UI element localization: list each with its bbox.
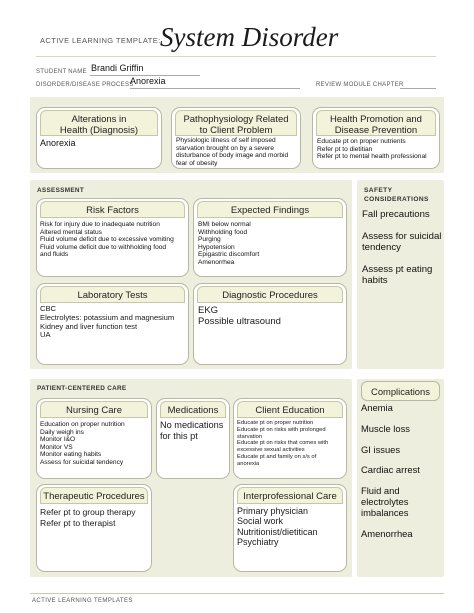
medications-text: for this pt <box>160 431 198 441</box>
complication-text: electrolytes <box>361 495 409 507</box>
health-promotion-box <box>312 107 440 169</box>
footer-rule <box>30 593 444 594</box>
complication-text: Muscle loss <box>361 422 410 434</box>
health-promotion-tab <box>316 110 436 136</box>
nursing-care-text: Education on proper nutrition <box>40 421 125 428</box>
expected-finding-text: BMI below normal <box>198 221 251 228</box>
risk-factor-text: Risk for injury due to inadequate nutrition <box>40 221 160 228</box>
therapeutic-procedures-title: Therapeutic Procedures <box>43 491 145 502</box>
diagnostic-procedures-title: Diagnostic Procedures <box>222 290 318 301</box>
safety-item-text: tendency <box>362 242 401 253</box>
client-education-text: Educate pt on proper nutrition <box>237 420 314 426</box>
client-education-box <box>233 398 347 479</box>
nursing-care-text: Monitor I&O <box>40 436 76 444</box>
therapeutic-procedures-tab <box>40 487 148 504</box>
diagnostic-procedures-tab <box>197 286 343 303</box>
footer-text: ACTIVE LEARNING TEMPLATES <box>32 598 133 604</box>
interprofessional-care-text: Primary physician <box>237 506 309 516</box>
health-promotion-title-line: Health Promotion and <box>330 114 422 125</box>
safety-item-text: Assess for suicidal <box>362 230 442 242</box>
safety-item-text: Fall precautions <box>362 209 430 220</box>
complications-list <box>361 403 420 539</box>
safety-list <box>362 209 441 287</box>
diagnostic-procedure-text: EKG <box>198 305 219 316</box>
client-education-text: anorexia <box>237 460 260 467</box>
risk-factor-text: Fluid volume deficit due to withholding food <box>40 243 167 251</box>
complication-text: Anemia <box>361 402 393 413</box>
interprofessional-care-text: Social work <box>237 516 284 527</box>
therapeutic-procedures-content <box>40 507 136 528</box>
lab-test-text: Electrolytes: potassium and magnesium <box>40 312 175 322</box>
header-rule <box>36 56 436 57</box>
expected-finding-text: Amenorrhea <box>198 258 235 266</box>
complication-item <box>361 486 420 518</box>
interprofessional-care-text: Nutritionist/dietitican <box>237 526 318 537</box>
interprofessional-care-text: Psychiatry <box>237 537 279 548</box>
diagnosis-tab <box>40 110 158 136</box>
disorder-value[interactable]: Anorexia <box>130 76 166 86</box>
nursing-care-text: Daily weigh ins <box>40 428 84 436</box>
risk-factor-text: and fluids <box>40 251 69 259</box>
laboratory-tests-box <box>36 283 189 365</box>
pathophysiology-tab <box>175 110 297 136</box>
medications-title: Medications <box>167 405 219 416</box>
review-module-underline <box>400 88 436 89</box>
safety-item <box>362 264 441 287</box>
risk-factor-text: Altered mental status <box>40 228 102 236</box>
medications-box <box>156 398 230 479</box>
assessment-label: ASSESSMENT <box>37 187 85 194</box>
complication-item <box>361 465 420 476</box>
nursing-care-text: Monitor VS <box>40 443 73 451</box>
safety-item-text: Assess pt eating <box>362 263 433 275</box>
laboratory-tests-tab <box>40 286 185 303</box>
therapeutic-procedure-text: Refer pt to therapist <box>40 517 116 528</box>
safety-title <box>364 186 429 204</box>
nursing-care-text: Monitor eating habits <box>40 451 102 459</box>
template-label: ACTIVE LEARNING TEMPLATE: <box>40 36 161 45</box>
client-education-title: Client Education <box>255 405 325 416</box>
nursing-care-tab <box>40 401 148 418</box>
client-education-text: starvation <box>237 433 263 440</box>
disorder-underline <box>130 88 300 89</box>
complication-text: GI issues <box>361 443 401 455</box>
diagnosis-title-line: Health (Diagnosis) <box>59 125 139 136</box>
risk-factor-text: Fluid volume deficit due to excessive vomiting <box>40 236 174 244</box>
expected-findings-title: Expected Findings <box>230 205 310 216</box>
pathophysiology-title-line: to Client Problem <box>199 125 273 136</box>
health-promotion-title-line: Disease Prevention <box>334 125 418 136</box>
client-education-text: Educate pt and family on s/s of <box>237 453 317 460</box>
lab-test-text: CBC <box>40 304 57 313</box>
diagnosis-title-line: Alterations in <box>71 114 127 125</box>
complication-text: Cardiac arrest <box>361 464 420 476</box>
medications-tab <box>160 401 226 418</box>
nursing-care-text: Assess for suicidal tendency <box>40 458 124 466</box>
health-promotion-content <box>317 138 427 161</box>
pathophysiology-text: starvation brought on by a severe <box>176 144 274 152</box>
safety-item <box>362 209 441 221</box>
diagnosis-box <box>36 107 162 169</box>
therapeutic-procedure-text: Refer pt to group therapy <box>40 507 136 517</box>
patient-care-label: PATIENT-CENTERED CARE <box>37 385 127 392</box>
interprofessional-care-title: Interprofessional Care <box>243 491 337 502</box>
complication-text: Fluid and <box>361 485 400 497</box>
page-title: System Disorder <box>160 22 339 52</box>
safety-item <box>362 231 441 254</box>
risk-factors-box <box>36 198 189 277</box>
expected-finding-text: Epigastric discomfort <box>198 251 260 259</box>
safety-title-line: SAFETY <box>364 187 393 194</box>
complications-title: Complications <box>371 386 430 397</box>
nursing-care-content <box>40 421 125 467</box>
diagnostic-procedures-box <box>193 283 347 365</box>
client-education-tab <box>237 401 343 418</box>
safety-title-line: CONSIDERATIONS <box>364 196 429 203</box>
complications-tab <box>361 381 440 401</box>
pathophysiology-text: disturbance of body image and morbid <box>176 152 289 160</box>
interprofessional-care-content <box>237 506 318 548</box>
expected-findings-box <box>193 198 347 277</box>
complication-item <box>361 445 420 456</box>
therapeutic-procedures-box <box>36 484 152 572</box>
complication-item <box>361 424 420 435</box>
nursing-care-box <box>36 398 152 479</box>
health-promotion-text: Refer pt to mental health professional <box>317 153 427 161</box>
interprofessional-care-box <box>233 484 347 572</box>
pathophysiology-box <box>171 107 301 169</box>
client-education-text: excessive sexual activities <box>237 447 305 454</box>
nursing-care-title: Nursing Care <box>66 405 122 416</box>
lab-test-text: Kidney and liver function test <box>40 321 138 331</box>
laboratory-tests-content <box>40 305 174 340</box>
client-education-text: Educate pt on risks that comes with <box>237 440 329 447</box>
pathophysiology-text: fear of obesity <box>176 159 218 167</box>
lab-test-text: UA <box>40 330 51 340</box>
student-name-label: STUDENT NAME <box>36 69 87 75</box>
expected-finding-text: Withholding food <box>198 228 248 236</box>
safety-item-text: habits <box>362 275 388 286</box>
laboratory-tests-title: Laboratory Tests <box>77 290 148 301</box>
pathophysiology-title-line: Pathophysiology Related <box>183 114 289 125</box>
expected-findings-content <box>198 221 259 267</box>
complication-text: imbalances <box>361 506 409 518</box>
medications-text: No medications <box>160 420 224 430</box>
client-education-content <box>237 420 328 468</box>
diagnostic-procedure-text: Possible ultrasound <box>198 316 281 327</box>
complication-item <box>361 403 420 414</box>
diagnostic-procedures-content <box>198 305 281 327</box>
health-promotion-text: Refer pt to dietitian <box>317 145 373 153</box>
risk-factors-tab <box>40 201 185 218</box>
health-promotion-text: Educate pt on proper nutrients <box>317 138 406 145</box>
expected-findings-tab <box>197 201 343 218</box>
client-education-text: Educate pt on risks with prolonged <box>237 426 326 433</box>
risk-factors-title: Risk Factors <box>86 205 139 216</box>
interprofessional-care-tab <box>237 487 343 504</box>
medications-content <box>160 420 223 442</box>
complication-item <box>361 529 420 540</box>
risk-factors-content <box>40 221 174 259</box>
expected-finding-text: Hypotension <box>198 243 235 251</box>
expected-finding-text: Purging <box>198 236 221 244</box>
pathophysiology-text: Physiologic illness of self imposed <box>176 137 276 144</box>
diagnosis-content <box>40 138 76 149</box>
student-name-value[interactable]: Brandi Griffin <box>91 63 144 73</box>
pathophysiology-content <box>176 137 288 167</box>
diagnosis-text: Anorexia <box>40 138 76 148</box>
disorder-label: DISORDER/DISEASE PROCESS <box>36 82 134 88</box>
review-module-label: REVIEW MODULE CHAPTER <box>316 82 404 88</box>
complication-text: Amenorrhea <box>361 527 413 539</box>
